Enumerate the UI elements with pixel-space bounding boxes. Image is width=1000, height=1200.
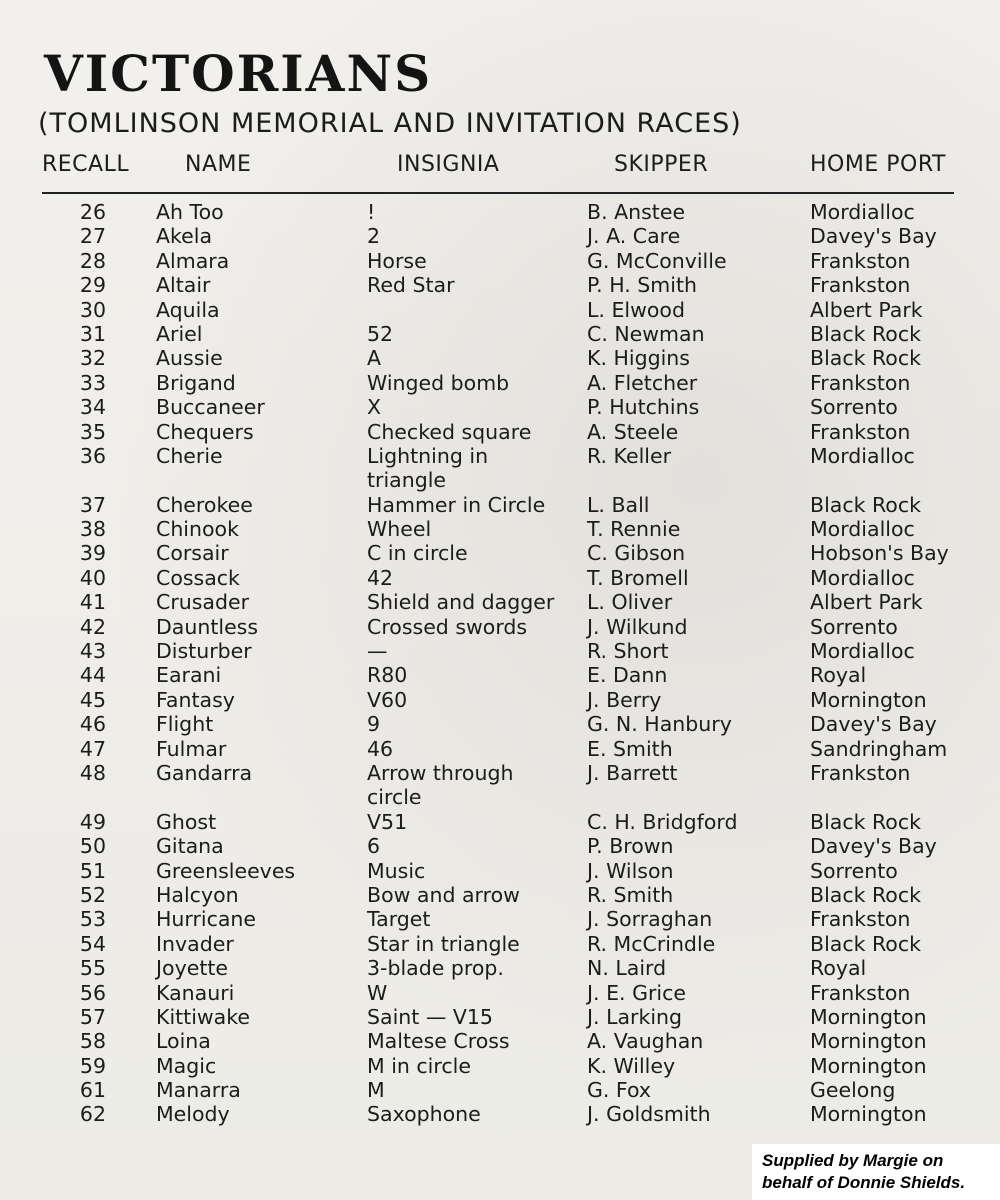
insignia-cell: Red Star — [367, 273, 455, 298]
home-port-cell: Black Rock — [810, 809, 921, 834]
recall-cell: 57 — [79, 1004, 106, 1029]
skipper-cell: G. McConville — [587, 248, 727, 273]
skipper-cell: K. Willey — [587, 1053, 676, 1078]
name-cell: Cherie — [156, 443, 223, 468]
table-row — [0, 420, 1000, 444]
name-cell: Flight — [156, 712, 214, 737]
skipper-cell: P. H. Smith — [587, 273, 697, 298]
name-cell: Buccaneer — [156, 395, 265, 420]
table-row — [0, 810, 1000, 834]
header-home-port: HOME PORT — [810, 152, 946, 177]
insignia-cell: 52 — [367, 321, 394, 346]
insignia-cell: Checked square — [367, 419, 532, 444]
table-row — [0, 981, 1000, 1005]
home-port-cell: Mordialloc — [810, 565, 915, 590]
name-cell: Cherokee — [156, 492, 253, 517]
name-cell: Ghost — [156, 809, 217, 834]
skipper-cell: G. N. Hanbury — [587, 712, 732, 737]
home-port-cell: Davey's Bay — [810, 224, 937, 249]
recall-cell: 36 — [79, 443, 106, 468]
insignia-cell: V60 — [367, 687, 408, 712]
recall-cell: 53 — [79, 907, 106, 932]
name-cell: Gandarra — [156, 761, 253, 785]
skipper-cell: R. Short — [587, 639, 669, 664]
insignia-cell: 42 — [367, 565, 394, 590]
table-row — [0, 1078, 1000, 1102]
recall-cell: 46 — [79, 712, 106, 737]
skipper-cell: E. Smith — [587, 736, 673, 761]
home-port-cell: Mornington — [810, 687, 927, 712]
insignia-cell: Lightning in triangle — [367, 443, 489, 493]
header-divider — [42, 192, 954, 194]
home-port-cell: Sorrento — [810, 395, 898, 420]
home-port-cell: Black Rock — [810, 882, 921, 907]
home-port-cell: Frankston — [810, 980, 911, 1005]
table-row — [0, 615, 1000, 639]
name-cell: Halcyon — [156, 882, 239, 907]
name-cell: Ah Too — [156, 200, 224, 224]
name-cell: Akela — [156, 224, 213, 249]
table-row — [0, 200, 1000, 224]
insignia-cell: Star in triangle — [367, 931, 520, 956]
home-port-cell: Frankston — [810, 248, 911, 273]
recall-cell: 62 — [79, 1102, 106, 1127]
table-row — [0, 712, 1000, 736]
table-row — [0, 346, 1000, 370]
name-cell: Chinook — [156, 517, 239, 542]
table-row — [0, 956, 1000, 980]
table-row — [0, 371, 1000, 395]
recall-cell: 30 — [79, 297, 106, 322]
home-port-cell: Mordialloc — [810, 443, 915, 468]
insignia-cell: R80 — [367, 663, 408, 688]
recall-cell: 28 — [79, 248, 106, 273]
header-name: NAME — [185, 152, 252, 177]
home-port-cell: Mordialloc — [810, 517, 915, 542]
recall-cell: 43 — [79, 639, 106, 664]
credit-line-2: behalf of Donnie Shields. — [762, 1173, 966, 1192]
recall-cell: 39 — [79, 541, 106, 566]
recall-cell: 40 — [79, 565, 106, 590]
header-recall: RECALL — [42, 152, 130, 177]
skipper-cell: T. Rennie — [587, 517, 681, 542]
recall-cell: 59 — [79, 1053, 106, 1078]
name-cell: Loina — [156, 1029, 211, 1054]
skipper-cell: L. Oliver — [587, 590, 673, 615]
skipper-cell: R. Keller — [587, 443, 672, 468]
name-cell: Gitana — [156, 834, 224, 859]
recall-cell: 55 — [79, 956, 106, 981]
name-cell: Crusader — [156, 590, 250, 615]
recall-cell: 33 — [79, 370, 106, 395]
table-row — [0, 224, 1000, 248]
recall-cell: 31 — [79, 321, 106, 346]
skipper-cell: C. Gibson — [587, 541, 686, 566]
home-port-cell: Mornington — [810, 1102, 927, 1127]
table-row — [0, 1102, 1000, 1126]
table-row — [0, 249, 1000, 273]
name-cell: Earani — [156, 663, 222, 688]
home-port-cell: Royal — [810, 663, 867, 688]
home-port-cell: Frankston — [810, 761, 911, 785]
skipper-cell: N. Laird — [587, 956, 667, 981]
home-port-cell: Black Rock — [810, 931, 921, 956]
recall-cell: 37 — [79, 492, 106, 517]
home-port-cell: Mornington — [810, 1029, 927, 1054]
credit-line-1: Supplied by Margie on — [762, 1151, 944, 1170]
insignia-cell: ! — [367, 200, 376, 224]
insignia-cell: Music — [367, 858, 426, 883]
table-row — [0, 1054, 1000, 1078]
skipper-cell: R. McCrindle — [587, 931, 716, 956]
home-port-cell: Royal — [810, 956, 867, 981]
insignia-cell: M in circle — [367, 1053, 471, 1078]
skipper-cell: G. Fox — [587, 1078, 652, 1103]
table-row — [0, 932, 1000, 956]
home-port-cell: Black Rock — [810, 492, 921, 517]
table-row — [0, 834, 1000, 858]
recall-cell: 42 — [79, 614, 106, 639]
page-title: VICTORIANS — [44, 44, 433, 103]
home-port-cell: Frankston — [810, 419, 911, 444]
table-row — [0, 517, 1000, 541]
recall-cell: 52 — [79, 882, 106, 907]
insignia-cell: C in circle — [367, 541, 468, 566]
recall-cell: 58 — [79, 1029, 106, 1054]
insignia-cell: — — [367, 639, 388, 664]
page-subtitle: (TOMLINSON MEMORIAL AND INVITATION RACES) — [38, 108, 742, 139]
recall-cell: 45 — [79, 687, 106, 712]
home-port-cell: Black Rock — [810, 346, 921, 371]
home-port-cell: Sorrento — [810, 858, 898, 883]
insignia-cell: 2 — [367, 224, 381, 249]
table-row — [0, 639, 1000, 663]
insignia-cell: 46 — [367, 736, 394, 761]
insignia-cell: Wheel — [367, 517, 432, 542]
name-cell: Hurricane — [156, 907, 257, 932]
name-cell: Kanauri — [156, 980, 235, 1005]
table-row — [0, 273, 1000, 297]
table-row — [0, 1029, 1000, 1053]
home-port-cell: Sorrento — [810, 614, 898, 639]
skipper-cell: J. Larking — [587, 1004, 683, 1029]
home-port-cell: Davey's Bay — [810, 712, 937, 737]
recall-cell: 27 — [79, 224, 106, 249]
recall-cell: 38 — [79, 517, 106, 542]
header-skipper: SKIPPER — [614, 152, 709, 177]
recall-cell: 29 — [79, 273, 106, 298]
skipper-cell: T. Bromell — [587, 565, 689, 590]
table-row — [0, 737, 1000, 761]
home-port-cell: Davey's Bay — [810, 834, 937, 859]
insignia-cell: A — [367, 346, 382, 371]
skipper-cell: J. Wilson — [587, 858, 674, 883]
skipper-cell: A. Steele — [587, 419, 679, 444]
recall-cell: 41 — [79, 590, 106, 615]
insignia-cell: V51 — [367, 809, 408, 834]
recall-cell: 32 — [79, 346, 106, 371]
table-row — [0, 541, 1000, 565]
recall-cell: 56 — [79, 980, 106, 1005]
table-row — [0, 883, 1000, 907]
home-port-cell: Albert Park — [810, 297, 923, 322]
name-cell: Almara — [156, 248, 230, 273]
skipper-cell: J. A. Care — [587, 224, 681, 249]
insignia-cell: Hammer in Circle — [367, 492, 546, 517]
name-cell: Altair — [156, 273, 211, 298]
name-cell: Fantasy — [156, 687, 235, 712]
insignia-cell: X — [367, 395, 382, 420]
home-port-cell: Frankston — [810, 273, 911, 298]
home-port-cell: Frankston — [810, 907, 911, 932]
table-row — [0, 566, 1000, 590]
insignia-cell: Winged bomb — [367, 370, 510, 395]
table-row — [0, 859, 1000, 883]
name-cell: Joyette — [156, 956, 229, 981]
name-cell: Manarra — [156, 1078, 241, 1103]
skipper-cell: J. Wilkund — [587, 614, 688, 639]
recall-cell: 47 — [79, 736, 106, 761]
recall-cell: 50 — [79, 834, 106, 859]
insignia-cell: Maltese Cross — [367, 1029, 510, 1054]
skipper-cell: C. H. Bridgford — [587, 809, 738, 834]
skipper-cell: L. Elwood — [587, 297, 685, 322]
skipper-cell: J. Berry — [587, 687, 662, 712]
table-row — [0, 1005, 1000, 1029]
insignia-cell: 3-blade prop. — [367, 956, 504, 981]
name-cell: Greensleeves — [156, 858, 296, 883]
name-cell: Corsair — [156, 541, 229, 566]
home-port-cell: Albert Park — [810, 590, 923, 615]
recall-cell: 26 — [79, 200, 106, 224]
skipper-cell: J. Sorraghan — [587, 907, 713, 932]
home-port-cell: Geelong — [810, 1078, 896, 1103]
skipper-cell: P. Brown — [587, 834, 674, 859]
recall-cell: 51 — [79, 858, 106, 883]
credit-box — [752, 1144, 1000, 1200]
table-row — [0, 761, 1000, 810]
header-insignia: INSIGNIA — [397, 152, 500, 177]
insignia-cell: M — [367, 1078, 385, 1103]
recall-cell: 48 — [79, 761, 106, 785]
skipper-cell: B. Anstee — [587, 200, 686, 224]
insignia-cell: Crossed swords — [367, 614, 528, 639]
insignia-cell: 6 — [367, 834, 381, 859]
table-row — [0, 663, 1000, 687]
skipper-cell: J. E. Grice — [587, 980, 686, 1005]
table-row — [0, 907, 1000, 931]
table-row — [0, 493, 1000, 517]
table-row — [0, 298, 1000, 322]
recall-cell: 61 — [79, 1078, 106, 1103]
name-cell: Aquila — [156, 297, 220, 322]
skipper-cell: R. Smith — [587, 882, 674, 907]
insignia-cell: Shield and dagger — [367, 590, 555, 615]
name-cell: Brigand — [156, 370, 236, 395]
skipper-cell: J. Barrett — [587, 761, 678, 785]
home-port-cell: Mordialloc — [810, 200, 915, 224]
home-port-cell: Mornington — [810, 1053, 927, 1078]
home-port-cell: Frankston — [810, 370, 911, 395]
skipper-cell: E. Dann — [587, 663, 668, 688]
table-row — [0, 590, 1000, 614]
skipper-cell: A. Vaughan — [587, 1029, 704, 1054]
insignia-cell: W — [367, 980, 388, 1005]
skipper-cell: J. Goldsmith — [587, 1102, 711, 1127]
recall-cell: 44 — [79, 663, 106, 688]
name-cell: Cossack — [156, 565, 240, 590]
home-port-cell: Hobson's Bay — [810, 541, 949, 566]
skipper-cell: P. Hutchins — [587, 395, 700, 420]
table-row — [0, 395, 1000, 419]
name-cell: Ariel — [156, 321, 203, 346]
name-cell: Kittiwake — [156, 1004, 250, 1029]
skipper-cell: C. Newman — [587, 321, 705, 346]
recall-cell: 35 — [79, 419, 106, 444]
name-cell: Dauntless — [156, 614, 259, 639]
skipper-cell: A. Fletcher — [587, 370, 698, 395]
recall-cell: 54 — [79, 931, 106, 956]
skipper-cell: L. Ball — [587, 492, 650, 517]
home-port-cell: Sandringham — [810, 736, 948, 761]
insignia-cell: Saxophone — [367, 1102, 481, 1127]
recall-cell: 34 — [79, 395, 106, 420]
name-cell: Aussie — [156, 346, 223, 371]
insignia-cell: Arrow through circle — [367, 761, 514, 810]
home-port-cell: Black Rock — [810, 321, 921, 346]
name-cell: Melody — [156, 1102, 230, 1127]
name-cell: Fulmar — [156, 736, 227, 761]
insignia-cell: Target — [367, 907, 431, 932]
home-port-cell: Mornington — [810, 1004, 927, 1029]
boat-list — [0, 200, 1000, 1127]
insignia-cell: 9 — [367, 712, 381, 737]
name-cell: Disturber — [156, 639, 252, 664]
table-row — [0, 322, 1000, 346]
home-port-cell: Mordialloc — [810, 639, 915, 664]
insignia-cell: Bow and arrow — [367, 882, 520, 907]
name-cell: Invader — [156, 931, 234, 956]
name-cell: Chequers — [156, 419, 254, 444]
skipper-cell: K. Higgins — [587, 346, 690, 371]
insignia-cell: Saint — V15 — [367, 1004, 493, 1029]
recall-cell: 49 — [79, 809, 106, 834]
table-row — [0, 688, 1000, 712]
table-row — [0, 444, 1000, 493]
name-cell: Magic — [156, 1053, 217, 1078]
insignia-cell: Horse — [367, 248, 427, 273]
